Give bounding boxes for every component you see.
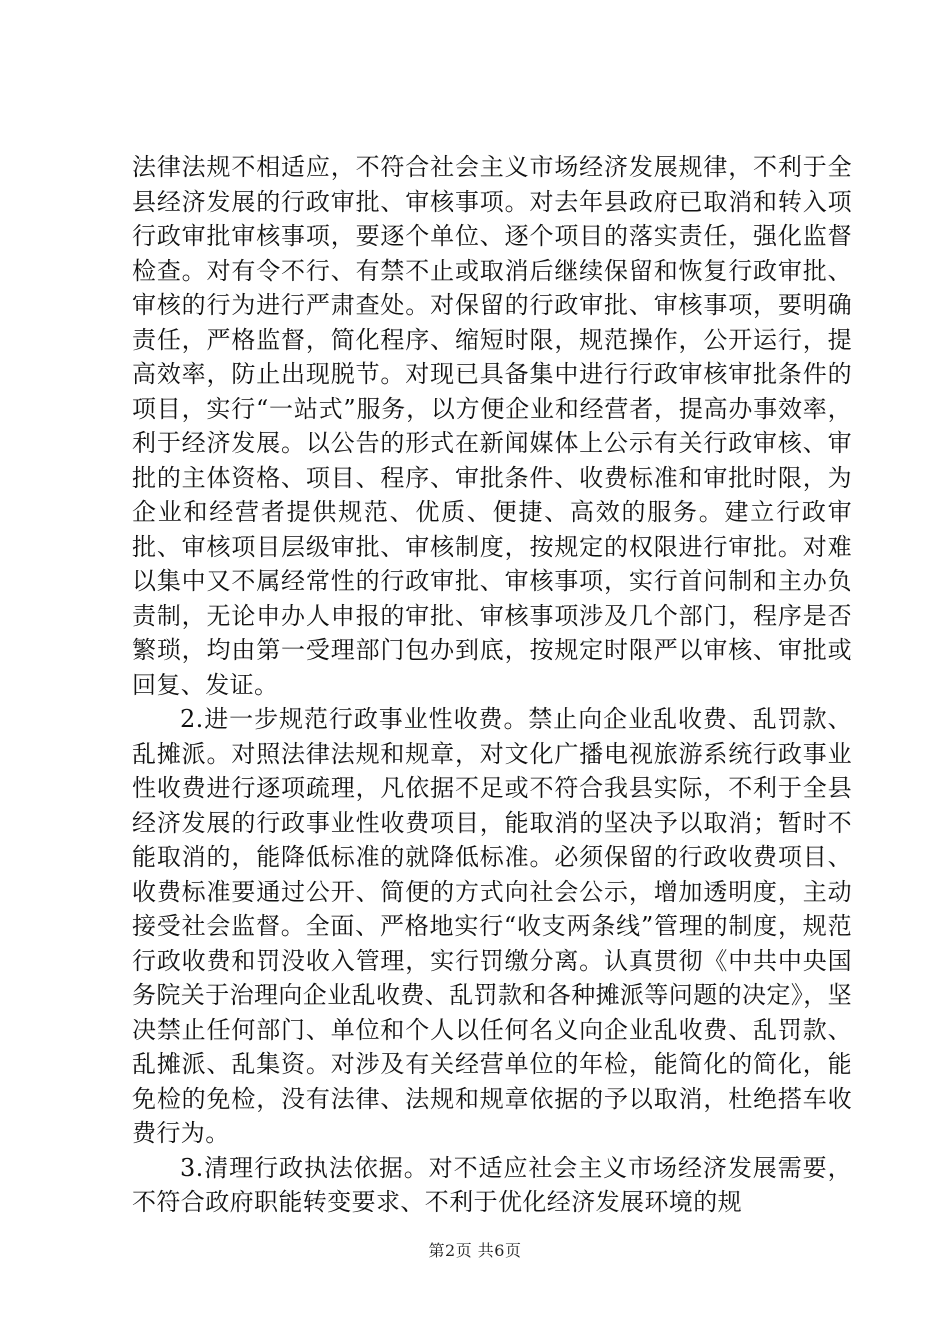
- document-body: [132, 150, 852, 1220]
- paragraph-continuation: 法律法规不相适应，不符合社会主义市场经济发展规律，不利于全县经济发展的行政审批、审核事项。对去年县政府已取消和转入项行政审批审核事项，要逐个单位、逐个项目的落实责任，强化监督检查。对有令不行、有禁不止或取消后继续保留和恢复行政审批、审核的行为进行严肃查处。对保留的行政审批、审核事项，要明确责任，严格监督，简化程序、缩短时限，规范操作，公开运行，提高效率，防止出现脱节。对现已具备集中进行行政审核审批条件的项目，实行“一站式”服务，以方便企业和经营者，提高办事效率，利于经济发展。以公告的形式在新闻媒体上公示有关行政审核、审批的主体资格、项目、程序、审批条件、收费标准和审批时限，为企业和经营者提供规范、优质、便捷、高效的服务。建立行政审批、审核项目层级审批、审核制度，按规定的权限进行审批。对难以集中又不属经常性的行政审批、审核事项，实行首问制和主办负责制，无论申办人申报的审批、审核事项涉及几个部门，程序是否繁琐，均由第一受理部门包办到底，按规定时限严以审核、审批或回复、发证。: [132, 153, 852, 699]
- page-footer: 第2页 共6页: [428, 1241, 522, 1260]
- paragraph-item-3: 3.清理行政执法依据。对不适应社会主义市场经济发展需要，不符合政府职能转变要求、不利于优化经济发展环境的规: [132, 1153, 852, 1216]
- paragraph-item-2: 2.进一步规范行政事业性收费。禁止向企业乱收费、乱罚款、乱摊派。对照法律法规和规章，对文化广播电视旅游系统行政事业性收费进行逐项疏理，凡依据不足或不符合我县实际，不利于全县经济发展的行政事业性收费项目，能取消的坚决予以取消；暂时不能取消的，能降低标准的就降低标准。必须保留的行政收费项目、收费标准要通过公开、简便的方式向社会公示，增加透明度，主动接受社会监督。全面、严格地实行“收支两条线”管理的制度，规范行政收费和罚没收入管理，实行罚缴分离。认真贯彻《中共中央国务院关于治理向企业乱收费、乱罚款和各种摊派等问题的决定》，坚决禁止任何部门、单位和个人以任何名义向企业乱收费、乱罚款、乱摊派、乱集资。对涉及有关经营单位的年检，能简化的简化，能免检的免检，没有法律、法规和规章依据的予以取消，杜绝搭车收费行为。: [132, 705, 852, 1147]
